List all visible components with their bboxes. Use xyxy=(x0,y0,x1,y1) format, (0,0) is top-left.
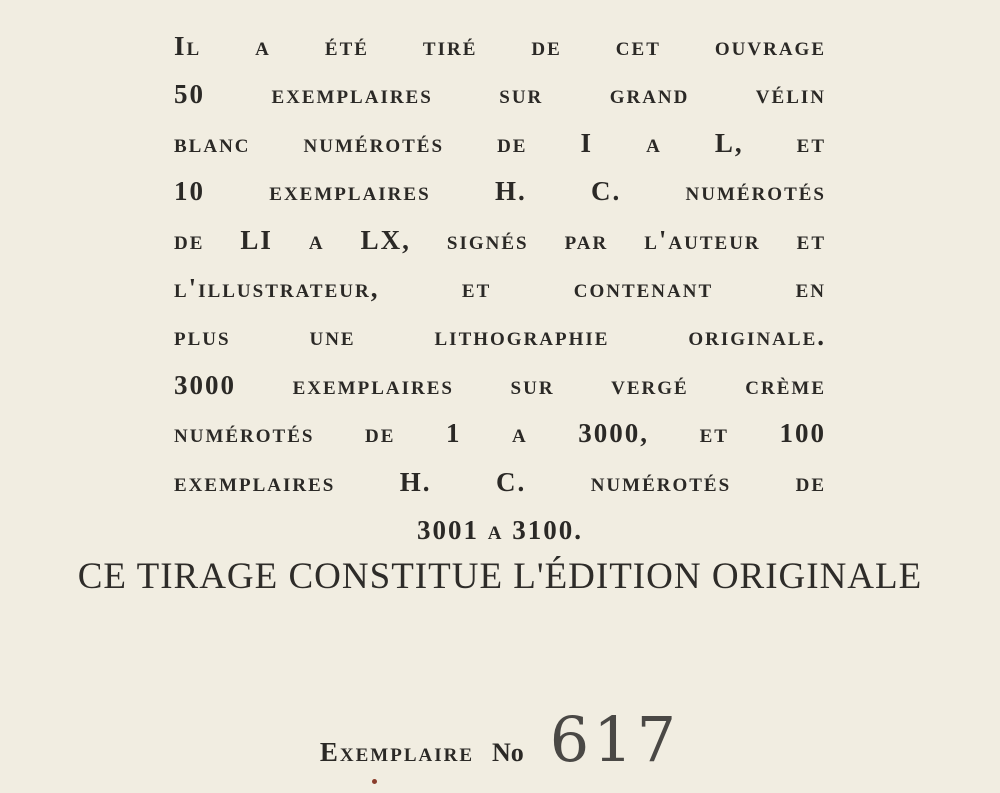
colophon-line: 3001 a 3100. xyxy=(417,514,583,545)
colophon-line: de LI a LX, signés par l'auteur et xyxy=(174,224,826,255)
copy-number-abbrev: No xyxy=(492,738,524,767)
colophon-line: 10 exemplaires H. C. numérotés xyxy=(174,176,826,207)
colophon-line: plus une lithographie originale. xyxy=(174,321,826,352)
colophon-line: 50 exemplaires sur grand vélin xyxy=(174,79,826,110)
colophon-line: 3000 exemplaires sur vergé crème xyxy=(174,369,826,400)
colophon-line: Il a été tiré de cet ouvrage xyxy=(174,31,826,61)
colophon-line: numérotés de 1 a 3000, et 100 xyxy=(174,418,826,449)
print-run-statement xyxy=(174,22,826,554)
colophon-line: l'illustrateur, et contenant en xyxy=(174,272,826,303)
copy-number-line xyxy=(0,705,1000,792)
original-edition-note: CE TIRAGE CONSTITUE L'ÉDITION ORIGINALE xyxy=(77,556,923,597)
copy-label: Exemplaire xyxy=(319,737,474,767)
colophon-line: exemplaires H. C. numérotés de xyxy=(174,466,826,497)
copy-number-stamp: 617 xyxy=(549,703,681,776)
ink-mark xyxy=(372,779,377,784)
colophon-line: blanc numérotés de I a L, et xyxy=(174,127,826,158)
